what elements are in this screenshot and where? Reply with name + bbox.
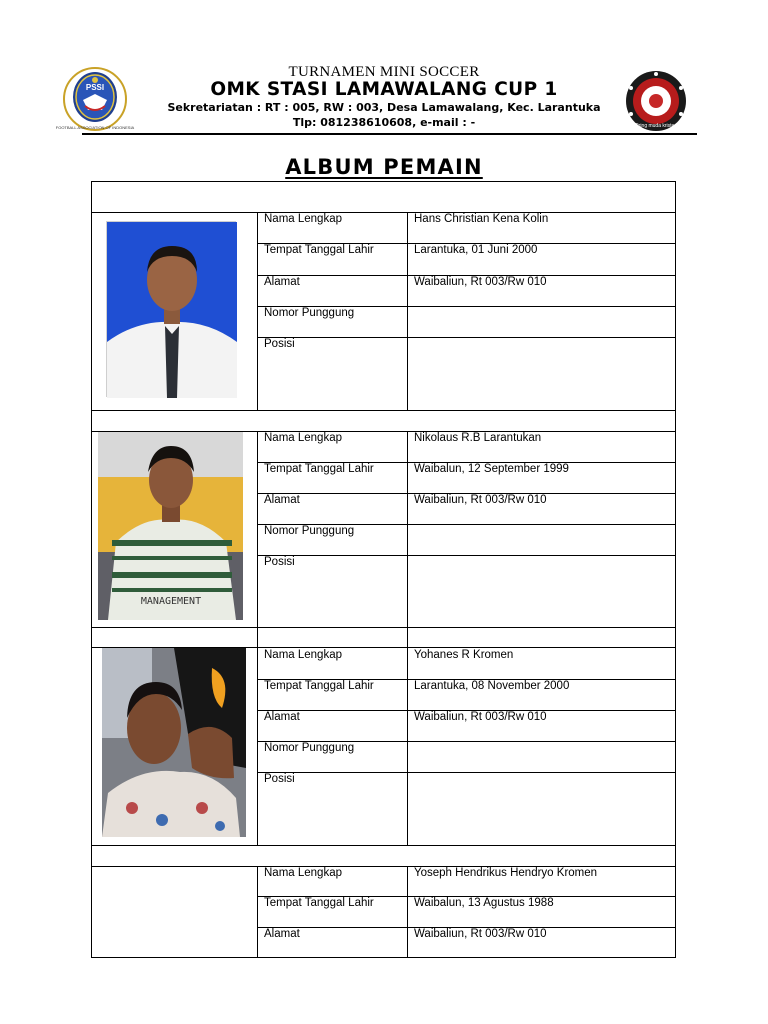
tournament-name: TURNAMEN MINI SOCCER: [288, 64, 480, 80]
player-address: Waibaliun, Rt 003/Rw 010: [414, 711, 547, 723]
table-rule: [257, 772, 676, 773]
label-alamat: Alamat: [264, 711, 300, 723]
player-photo: [106, 221, 236, 397]
player-birth: Larantuka, 01 Juni 2000: [414, 244, 538, 256]
table-rule: [257, 431, 258, 627]
table-rule: [407, 212, 408, 410]
label-tempat-tanggal-lahir: Tempat Tanggal Lahir: [264, 244, 374, 256]
table-rule: [407, 431, 408, 627]
event-title: OMK STASI LAMAWALANG CUP 1: [210, 79, 558, 100]
label-tempat-tanggal-lahir: Tempat Tanggal Lahir: [264, 680, 374, 692]
label-nama-lengkap: Nama Lengkap: [264, 867, 342, 879]
player-name: Hans Christian Kena Kolin: [414, 213, 549, 225]
table-rule: [407, 647, 408, 845]
label-posisi: Posisi: [264, 773, 295, 785]
svg-text:MANAGEMENT: MANAGEMENT: [140, 596, 202, 607]
label-nomor-punggung: Nomor Punggung: [264, 742, 355, 754]
svg-text:FOOTBALL ASSOCIATION OF INDONE: FOOTBALL ASSOCIATION OF INDONESIA: [55, 125, 135, 130]
player-name: Yoseph Hendrikus Hendryo Kromen: [414, 867, 598, 879]
player-birth: Waibalun, 13 Agustus 1988: [414, 897, 554, 909]
table-rule: [91, 212, 676, 213]
table-rule: [257, 212, 258, 410]
table-rule: [91, 410, 676, 411]
table-rule: [407, 866, 408, 958]
label-alamat: Alamat: [264, 276, 300, 288]
label-nama-lengkap: Nama Lengkap: [264, 432, 342, 444]
contact-info: Tlp: 081238610608, e-mail : -: [292, 116, 476, 129]
table-rule: [257, 866, 258, 958]
table-rule: [257, 555, 676, 556]
label-alamat: Alamat: [264, 494, 300, 506]
table-rule: [257, 627, 258, 647]
label-nama-lengkap: Nama Lengkap: [264, 649, 342, 661]
player-address: Waibaliun, Rt 003/Rw 010: [414, 494, 547, 506]
table-rule: [91, 845, 676, 846]
table-rule: [257, 647, 258, 845]
table-rule: [407, 627, 408, 647]
label-nomor-punggung: Nomor Punggung: [264, 307, 355, 319]
player-birth: Larantuka, 08 November 2000: [414, 680, 570, 692]
player-birth: Waibalun, 12 September 1999: [414, 463, 569, 475]
player-name: Nikolaus R.B Larantukan: [414, 432, 542, 444]
svg-text:Oring muda kristen: Oring muda kristen: [634, 123, 678, 129]
label-posisi: Posisi: [264, 338, 295, 350]
label-tempat-tanggal-lahir: Tempat Tanggal Lahir: [264, 897, 374, 909]
secretariat-address: Sekretariatan : RT : 005, RW : 003, Desa Lamawalang, Kec. Larantuka: [167, 101, 601, 114]
label-posisi: Posisi: [264, 556, 295, 568]
header-divider: [82, 133, 697, 135]
svg-text:PSSI: PSSI: [85, 83, 105, 92]
label-tempat-tanggal-lahir: Tempat Tanggal Lahir: [264, 463, 374, 475]
label-alamat: Alamat: [264, 928, 300, 940]
label-nama-lengkap: Nama Lengkap: [264, 213, 342, 225]
page-title: ALBUM PEMAIN: [285, 155, 483, 179]
player-address: Waibaliun, Rt 003/Rw 010: [414, 276, 547, 288]
player-name: Yohanes R Kromen: [414, 649, 514, 661]
table-rule: [257, 337, 676, 338]
table-rule: [91, 627, 676, 628]
player-address: Waibaliun, Rt 003/Rw 010: [414, 928, 547, 940]
player-photo: [102, 648, 246, 837]
label-nomor-punggung: Nomor Punggung: [264, 525, 355, 537]
player-photo: [98, 432, 243, 620]
